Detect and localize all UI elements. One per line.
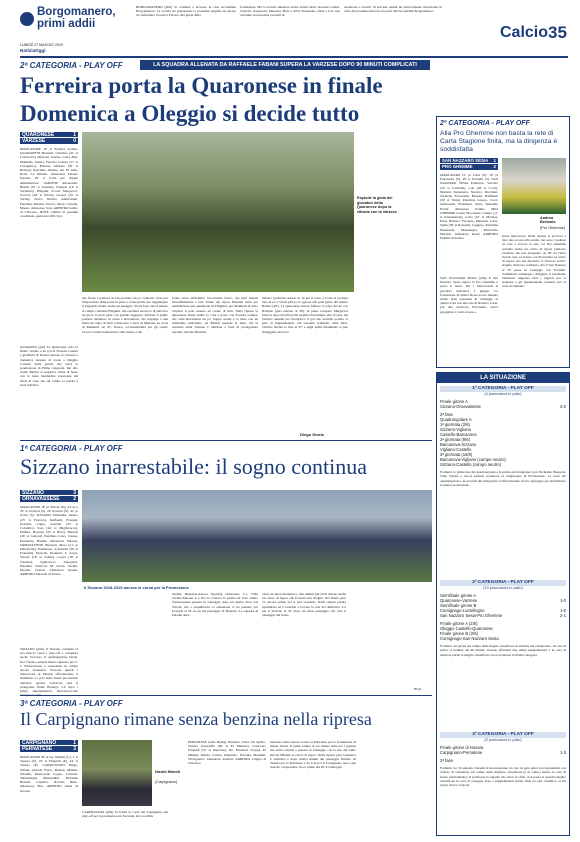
a3-body-col2: maturata nella ripresa contro la Pernatese per la formazione di mister Alessi. Il primo tempo si era chiuso bene per i granata che erano riusciti a passare in vantaggio con la rete del solito Nicolò Minniti su calcio di rigore. Nella ripresa però la musica è cambiata e dopo dodici minuti del passaggio firmato da Tesseri per la Pernatese e da lì in poi il Carpignano non è più riuscito a rispondere. Poco prima del 20' il raddoppio — [270, 740, 356, 770]
result-score: 2-1 — [559, 613, 566, 619]
a3-score2: 3 — [73, 746, 76, 753]
a1-scorebox — [20, 132, 78, 145]
result-match: Vigliano-Castello — [440, 447, 472, 453]
result-match: Finale girone A — [440, 399, 468, 405]
result-score: 1-3 — [559, 750, 566, 756]
a2-photo-caption: Il Sizzano 2018-2019 ancora in corsa per la Promozione — [84, 585, 189, 590]
situ-b2-note: Formula: sei gironi sul campo della meglio classificata al termine del campionato. In caso di parità al termine dei 90 minuti, saranno effettuati due tempi supplementari e in caso di ulteriore parità la meglio classificata verrà promossa in Prima categoria. — [440, 644, 566, 657]
result-match: Barcanova-Sizzano — [440, 442, 477, 448]
a2-body-col2: chelino Hesperia-Aurora Sporting Orbassano 2-1, Valle Varaita-Marene 2-1. Per la cronaca la partita ha visto subito l'Ornavassese passare in vantaggio dopo un quarto d'ora con Vittoni, ma a riequilibrare la situazione ci ha pensato poi Grazioli al 24' su un bel passaggio di Bozzola. La squadra di Paladin attra- — [172, 592, 258, 618]
situ-b3-sub: (5 promozioni in palio) — [484, 737, 522, 742]
header-logo-icon — [20, 12, 34, 26]
brief-col3: Anderson e Cerutti. Si prevede quindi un rinnovamento importante in vista del prossimo mercato da parte dell'Accademia Borgomanero. — [344, 5, 442, 14]
side-team2-row — [440, 164, 498, 170]
a2-author: m.p. — [414, 686, 422, 691]
a3-body-col1: CARPIGNANO (pfm) Si ferma la corsa del Carpignano nei play-off per la promozione in Seconda. Ieri sconfitta — [82, 810, 168, 819]
brief-title-line2: primi addii — [37, 18, 96, 30]
situ-banner: LA SITUAZIONE — [437, 373, 569, 383]
result-match: 1ª giornata (2/6) — [440, 422, 470, 428]
a2-body-col1: SIZZANO (pfm) Il Sizzano continua la sua marcia verso i play-off e conquista anche l'accesso al quadrangolare finale. Ieri i bianco-azzurri hanno superato per 3-2 l'Ornavassese e torneranno in campo ancora domenica. Stavolta quindi i biancorossi di Palalon affronteranno il Nebbiuno e i pari nella finale provinciale dell'altro girone: l'ostacolo sarà il triangolare finale Barengo 3-0 dopo i tempi supplementari, Barcanova-San — [20, 647, 78, 694]
a2-body-col4 — [350, 592, 432, 692]
a1-team1: QUARONESE — [22, 132, 55, 138]
a2-score1: 3 — [73, 490, 76, 496]
side-caption-name: Andrea Bertonio — [540, 216, 556, 225]
a3-team2: PERNATESE — [22, 746, 53, 753]
a1-lineup: MARCATORE 10' st Ferreira Gomes. QUARONESE Brunetti, Giardino (41' st Lazzarotto), Marconi, Tasello, Colla, Prin, Maimetti, Selena, Ferreira Gomes (37' st Cavagnino), Furiona, Medana (30' st Bolzan). Panchina Jardino, Art El Aiba, Rotti, Ca Rubina. Allenatore Fabani. Espulso 29' st Colla per doppia ammonizione. VARZESE Ravandoni, Biselli (16' st Arnaldo), Tonipou (16' st Verrando), Filippini, Scrosi, Margarvol, Cioccia (28' st Privat), Grozza (35' st Varrel), Zavro, Battiro, Ambrosiani. Panchina Bassini, Tarovo, Mora, Cartella, Mazza. Allenatore Scai. ARBITRO Gallio di Chivasso. NOTE cambio in pessime condizioni, spettatori 200 circa. — [20, 147, 78, 219]
a3-title: Il Carpignano rimane senza benzina nella ripresa — [20, 709, 372, 729]
side-photo — [502, 158, 566, 214]
section-name: Calcio — [500, 24, 549, 41]
header-rule — [20, 56, 568, 58]
situ-b1-sub: (4 promozioni in palio) — [484, 391, 522, 396]
side-score1: 1 — [493, 158, 496, 163]
result-match: Carpignano-Pernatese — [440, 750, 483, 756]
a2-team2: ORNAVASSESE — [22, 496, 60, 503]
a1-title-line1: Ferreira porta la Quaronese in finale — [20, 73, 383, 98]
a3-lineup2: PERNATESE Galli, Bushaj, Bonnaro, Jabre, De Spinto, Tesseri, Passarella (90' st El Mamari), Loiacono, Fitipaldi (35' st Imparato), Re. Panchina Scoppa, El Mhama, Mazza, Corino, Imperatto, Ferrante, Marinini, Vinciguerra. Allenatore Arnaldi. ARBITRO Lingua di Chivasso. — [188, 740, 266, 766]
a2-category: 1ª CATEGORIA - PLAY OFF — [20, 444, 123, 453]
a1-body-col3: fondo serve all'indietro l'accorrente Zavro, che però manda incredibilmente a lato. Primo del riposo Brunetti salva per neutralizzare una punizione di Filippini, poi Maimetti di testo colpisce il palo esterno su corner di Prin. Nella ripresa la Quaronese mette subito le cose a posto con Ferreira Gomes, che vede Ravandoni un po' troppo avanti e lo batte con un bellissimo pallonetto. Al Bertini esplode la festa, ma la reazione della Varzese è rabbiosa e fatta di protagonista assoluto diventa Brunetti, — [172, 296, 258, 334]
result-row — [440, 758, 566, 763]
result-row — [440, 636, 566, 641]
result-match: Finale girone di Novara — [440, 745, 484, 751]
side-team1: SAN NAZZARO SESIA — [442, 158, 489, 163]
result-match: Semifinale girone A — [440, 593, 477, 599]
side-team2: PRO GHEMME — [442, 164, 473, 170]
result-match: Quadrangolare A — [440, 417, 472, 423]
a1-score2: 0 — [73, 138, 76, 145]
page-number: 35 — [548, 23, 567, 42]
result-match: Comignago-San Nazzaro Sesia — [440, 636, 499, 642]
result-match: Sizzano-Vigliano — [440, 427, 472, 433]
a1-photo-caption: Esplode la gioia dei giocatori della Quaronese dopo la vittoria con la Varzese — [357, 196, 397, 214]
a2-rule — [20, 440, 432, 441]
result-match: Sizzano-Castello (campo neutro) — [440, 462, 501, 468]
a3-team1: CARPIGNANO — [22, 740, 57, 746]
side-score2: 2 — [493, 164, 496, 170]
situ-b3-rows — [440, 745, 566, 763]
result-match: Semifinale girone B — [440, 603, 477, 609]
result-match: 2ª fase — [440, 412, 453, 418]
side-scorebox — [440, 158, 498, 171]
result-match: Barcanova-Vigliano (campo neutro) — [440, 457, 506, 463]
a2-scorebox — [20, 490, 78, 503]
paper-name: NotiziaOggi — [20, 48, 46, 53]
a2-team1: SIZZANO — [22, 490, 44, 496]
result-match: 2ª giornata (9/6) — [440, 437, 470, 443]
a1-score1: 1 — [73, 132, 76, 138]
a1-body-col2: che facile. I padroni di casa partono un po' contratti, forse per l'importanza della posta in palio o forse perché per raggiungere il traguardo hanno anche un pareggio. Sta di fatto che in mezzo al campo comanda Filippini, che catalizza un sacco di palloni e ne gioca la gran parte con grande saggezza. Tuttavia il primo portiere chiamato in causa è Ravandoni, che respinge a due mani un colpo di testa schiacciato a terra di Medana, su cross di Maimetti. Al 23', invece, occasionissima per gli ospiti: Ciocca scende indisturbato sulla destra e dal — [82, 296, 168, 334]
situ-b1-note: Formula: le prime due del quadrangolare e le prima del triangolare (con Nichelino Hesperia, Valle Varaita e Asca) saranno promosse al campionato di Promozione. La terza del quadrangolare e la seconda del triangolare si affronteranno in uno spareggio per determinare la quarta promozione. — [440, 470, 566, 487]
situ-b1-rows — [440, 399, 566, 467]
result-match: Castello-Barcanova — [440, 432, 477, 438]
result-match: San Nazzaro Sesia-Pro Ghemme — [440, 613, 503, 619]
situ-b2-sub: (10 promozioni in palio) — [483, 585, 523, 590]
situ-b2-head: 2ª CATEGORIA - PLAY OFF — [440, 580, 566, 586]
a2-lineup: MARCATORI 18' pt Vittoni (O), 24' pt e 32' st Grazioli (S), 26' Porzani (S), 41' pt Zorza (S). SIZZANO Sabbadini, Iurlaro (25' st Fiorotto), Raffaelli, Fonzani, Grazioli, Cugia, Grazioli (33' st Colombo), Sosa (44' st Migliavacca), Delfera, Bozzola (33' st Baro), Baruzzi (46' st Gattoni). Panchina Cano, Crespa, Passatella, Basilla. Allenatore Palalon. ORNAVASSESE Buzzetti, Mora (21' pt Pallavicini), Frambosto, Scalabrini (39' st Franzetti), Pazzolla, Klamatic, S. Zorza, Vittoni (18' st Salina), Coppi (18' st Tolesini), Sghirotovo, Antognoli. Panchina Chiavon, M. Zorza, Vecelli, Moretti, Grandi. Allenatore Gianni. ARBITRO Massoni di Torino. — [20, 505, 78, 577]
a2-body-col3: versa un buon momento e due minuti più tardi ottiene anche un calcio di rigore che Forzani non sbaglia. Nel finale però c'è ancora tempo per il pari ossolano. Nella ripresa partita equilibrata ed è Grazioli a trovare la rete del definitivo 3-2 per il Sizzano al 32' dopo un buon passaggio che vale il passaggio del turno. — [262, 592, 346, 618]
a3-scorebox — [20, 740, 78, 753]
result-match: 2ª fase — [440, 758, 453, 764]
a1-body-col4: mente i gialloblu restano in 10 per il rosso a Colla. Il portiere dice di no a Varrel (40') e si oppone alla gran girata del rientro Battiro (48'). La Quaronese invece fallisce il colpo del ko con Bolzano (palo esterno al 38'). In pieno recupero Margarvol insacca dopo un'altra bella respinta del numero uno di casa, ma l'arbitro annulla per fuorigioco il gol che avrebbe portato la gara ai supplementari. Gli ossolani sciamano sulla fabri, l'arbitro fischia la fine al 97' e sugli spalti finalmente si può festeggiare davvero. — [262, 296, 348, 334]
a1-body-col1: QUARONA (gdl) La Quaronese vola in finale. Grazie a un gol di Ferreira Gomes a gialloblu di Fabani battono la Varzese e domenica saranno di scena a Oleggio Castello nella partita che varrà la promozione in Prima categoria. Ieri allo stadio Bertini si respirava clima di festa, con le tante bandierine sventolate dai tifosi di casa, ma sul campo la partita è stata tutt'altro — [20, 345, 78, 387]
a2-score2: 2 — [73, 496, 76, 503]
a3-rule — [20, 695, 432, 696]
a1-banner: LA SQUADRA ALLENATA DA RAFFAELE FABANI SUPERA LA VARZESE DOPO 90 MINUTI COMPLICATI — [140, 60, 430, 70]
a1-title-line2: Domenica a Oleggio si decide tutto — [20, 101, 360, 126]
a3-score1: 1 — [73, 740, 76, 746]
side-category: 2ª CATEGORIA - PLAY OFF — [440, 120, 530, 127]
side-caption-team: (Pro Ghemme) — [540, 226, 566, 230]
a3-team2-row — [20, 746, 78, 752]
brief-col1: BORGOMANERO (pfm) Si continua a lavorare in casa Accademia Borgomanero. La società sta preparando la prossima stagione ha deciso di confermare il tecnico Ferrero alla guida della — [136, 5, 236, 18]
a3-caption-name: Nicolò Minniti — [155, 770, 180, 774]
a3-photo — [82, 740, 152, 806]
a1-team2-row — [20, 138, 78, 144]
situ-b1-head: 1ª CATEGORIA - PLAY OFF — [440, 386, 566, 392]
a3-lineup: MARCATORI 38' pt rig. Minniti (C), 1' st Tesseri (P), 19' st Fitipaldi (P), 44' st Tesseri (P). CARPIGNANO Burgo, Villani, Aicardi, Fusco, Bulzon, Minniti, Sabadin, Montovani, Coppo, Catalani, Salmoiraghi, Mandardini. Panchina Bernari, Capitolo, Rovatti, Bisio. Allenatore Pira. ARBITRO Santa di Novara. — [20, 755, 78, 793]
a2-title: Sizzano inarrestabile: il sogno continua — [20, 454, 368, 479]
result-match: Finale girone A (2/6) — [440, 621, 478, 627]
side-body: SAN NAZZARO SESIA (pfm) Il San Nazzaro Sesia supera la Pro Ghemme e passa il turno. Per i biancoverdi si giochera domenica 2 giugno. La formazione di mister Rossi aveva iniziato subito bene passando in vantaggio al quarto d'ora con una rete di Roberto Carta, poi alla mezz'ora Fracassina aveva pareggiato i conti su una a- — [440, 276, 498, 314]
result-score: 3-2 — [559, 404, 566, 410]
brief-title — [37, 6, 127, 30]
brief-title-line1: Borgomanero, — [37, 6, 116, 18]
result-match: Quaronese-Varzese — [440, 598, 478, 604]
a1-photo — [82, 132, 354, 292]
side-body2: zione manovrata. Nella ripresa si provava a dare una scossa alla partita, ma sono i padroni di casa a trovare la rete. La Pro Ghemme reclama anche un calcio di rigore piuttosto evidente, ma non assegnato. Al 28' tra l'altro Isonno una occasione con Fracassina su calcio di rigore, ma dal dischetto il "tiratore scelto" sbaglia. Pericolo scampato, ma il San Nazzaro al 35' passa in vantaggio con Tornielli. Soddisfatti comunque i dirigenti, il presidente Santinoni ringrazia tutti i ragazzi per la stagione e gli appuntamenti vedendo per la cena di chiusura. — [502, 234, 566, 289]
side-title: Alla Pro Ghemme non basta la rete di Carta Stagione finita, ma la dirigenza è soddisfatta — [440, 130, 558, 153]
result-match: 3ª giornata (16/6) — [440, 452, 473, 458]
page-date: LUNEDÌ 27 MAGGIO 2019 — [20, 43, 63, 47]
a2-photo — [82, 490, 432, 582]
result-match: Oleggio Castello-Quaronese — [440, 626, 493, 632]
a3-category: 3ª CATEGORIA - PLAY OFF — [20, 699, 123, 708]
brief-col2: formazione. Ma la società annuncia anche alcuni addii: lasciano Caletti, Cherchi, Gasparoni, Menozzi, Piras e Silva Fernandes. Oltre a loro non verranno riconosciuti i prestiti di — [240, 5, 340, 18]
situ-b3 — [440, 732, 566, 787]
side-lineup: MARCATORI 15' pt Carta (P), 30' pt Fracassina (S), 28' st Tornielli (S). SAN NAZZARO SESIA Pollidoro, Vaccino (45' st Cavinalli), Coti (28' st Croci), Mariani, Zappaterra, Navarro, Ricchiuti, Tornielli, Fracassina, Bassani, Raffinetti (30' st Varni). Panchina Grasso, Croci, Ambrosetti, Nominetti, Verni, Spinnelli, Ertani. Allenatore Pollina. PRO GHEMME Carini, Bovolenta, Campo (11' st Kirszenstein), Lotta (10' st Monno), Piras, Barbaro, Ferrante, Mazzetti, Carta, Spina (30' st Rossetti), Gaggero. Panchina Mazzoleni, Mazzalegre, Moriarchi, Mariani. Allenatore Rossi. ARBITRO Fiamba di Torino. — [440, 173, 498, 241]
result-score: 1-0 — [559, 608, 566, 614]
result-match: Finale girone B (2/6) — [440, 631, 478, 637]
result-row — [440, 462, 566, 467]
a1-category: 2ª CATEGORIA - PLAY OFF — [20, 61, 123, 70]
situ-b1 — [440, 386, 566, 487]
situ-b3-note: Formula: Le 10 squadre vincenti si incontreranno tra loro in gara unica (accoppiamenti con criterio di vicinanza) sul campo della migliore classificata (e in campo neutro in caso di stesso piazzamento). Il promossa la squadra che vince la sfida, cioè passa la squadra meglio classificata in caso di pareggio dopo i supplementari (nella sfida tra pari classifica, ai tiri rigore invece i rigori). — [440, 766, 566, 787]
situ-b2 — [440, 580, 566, 657]
situ-b3-head: 3ª CATEGORIA - PLAY OFF — [440, 732, 566, 738]
a2-team2-row — [20, 496, 78, 502]
result-match: Comignago-Lumellogno — [440, 608, 485, 614]
result-score: 1-0 — [559, 598, 566, 604]
result-match: Sizzano-Ornavassese — [440, 404, 481, 410]
a1-team2: VARZESE — [22, 138, 46, 145]
situ-b2-rows — [440, 593, 566, 641]
a3-caption-team: (Carpignano) — [155, 780, 178, 784]
a1-author: Diego Gioria — [300, 432, 324, 437]
